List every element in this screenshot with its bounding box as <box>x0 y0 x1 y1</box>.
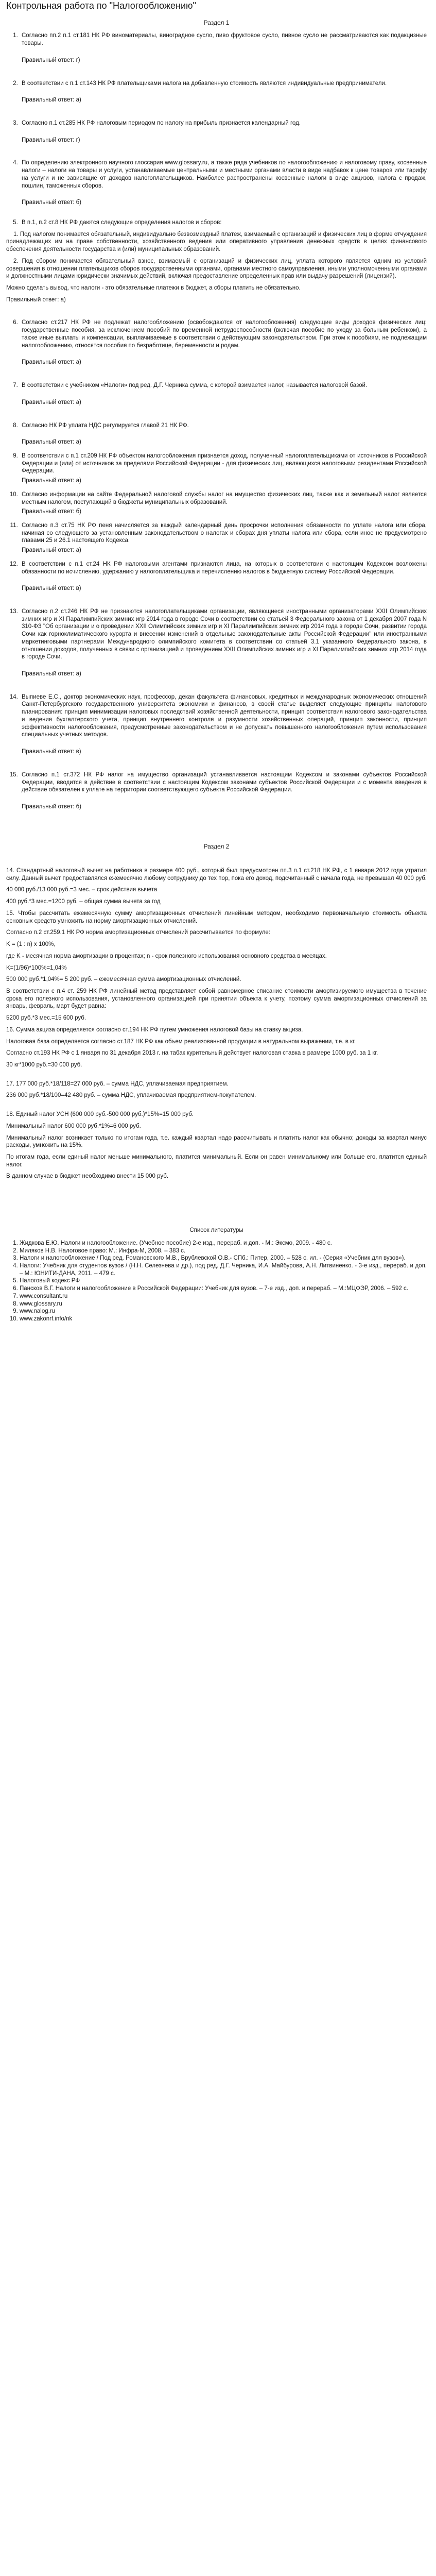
question-item <box>20 159 427 207</box>
question-text: 2. В соответствии с п.1 ст.143 НК РФ плательщиками налога на добавленную стоимость являются индивидуальные предприниматели. <box>22 80 387 87</box>
calculation-line: 40 000 руб./13 000 руб.=3 мес. – срок действия вычета <box>6 887 158 893</box>
document-title: Контрольная работа по "Налогообложению" <box>6 1 196 11</box>
formula-line: K = (1 : n) x 100%, <box>6 941 56 948</box>
references-list <box>6 1240 427 1323</box>
section-1-heading: Раздел 1 <box>203 19 230 27</box>
question-item <box>20 522 427 554</box>
question-item <box>20 319 427 366</box>
reference-link[interactable]: 10. www.zakonrf.info/nk <box>20 1315 427 1323</box>
question-item <box>20 771 427 811</box>
question-item <box>20 32 427 64</box>
question-item <box>20 608 427 678</box>
formula-explanation: где K - месячная норма амортизации в процентах; n - срок полезного использования основного средства в месяцах. <box>6 953 327 959</box>
question-text: 7. В соответствии с учебником «Налоги» под ред. Д.Г. Черника сумма, с которой взимается налог, называется налоговой базой. <box>22 382 368 389</box>
reference-link[interactable]: 7. www.consultant.ru <box>20 1293 427 1300</box>
reference-item: 6. Пансков В.Г. Налоги и налогообложение в Российской Федерации: Учебник для вузов. – 7-е изд., доп. и перераб. – М.:МЦФЭР, 2006. – 592 с. <box>20 1285 427 1293</box>
definition-paragraph: 2. Под сбором понимается обязательный взнос, взимаемый с организаций и физических лиц, уплата которого является одним из условий совершения в отношении плательщиков сборов государственными органами, органами местного самоуправления, иными уполномоченными органами и должностными лицами юридически значимых действий, включая предоставление определенных прав или выдачу разрешений (лицензий). <box>6 258 427 280</box>
answer-text: Правильный ответ: а) <box>22 439 81 446</box>
answer-text: Правильный ответ: б) <box>22 803 82 810</box>
reference-item: 4. Налоги: Учебник для студентов вузов / (Н.Н. Селезнева и др.), под ред. Д.Г. Черника, И.А. Майбурова, А.Н. Литвиненко. - 3-е изд., перераб. и доп. – М.: ЮНИТИ-ДАНА, 2011. – 479 с. <box>20 1262 427 1277</box>
calculation-line: 236 000 руб.*18/100=42 480 руб. – сумма НДС, уплачиваемая предприятием-покупателем. <box>6 1092 256 1099</box>
solution-paragraph: 16. Сумма акциза определяется согласно ст.194 НК РФ путем умножения налоговой базы на ставку акциза. <box>6 1026 303 1033</box>
question-item <box>20 80 427 104</box>
question-text: 15. Согласно п.1 ст.372 НК РФ налог на имущество организаций устанавливается настоящим Кодексом и законами субъектов Российской Федерации, вводится в действие в соответствии с настоящим Кодексом законами субъектов Российской Федерации и с момента введения в действие обязателен к уплате на территории соответствующего субъекта Российской Федерации. <box>22 771 427 793</box>
calculation-line: 30 кг*1000 руб.=30 000 руб. <box>6 1061 82 1068</box>
reference-item: 5. Налоговый кодекс РФ <box>20 1277 427 1285</box>
answer-text: Правильный ответ: а) <box>22 547 81 554</box>
solution-paragraph: 15. Чтобы рассчитать ежемесячную сумму амортизационных отчислений линейным методом, необходимо первоначальную стоимость объекта основных средств умножить на норму амортизационных отчислений. <box>6 910 427 924</box>
section-1-questions <box>6 32 427 810</box>
question-text: 4. По определению электронного научного глоссария www.glossary.ru, а также ряда учебников по налогообложению и налоговому праву, косвенные налоги – налоги на товары и услуги, устанавливаемые центральными и местными органами власти в виде надбавок к цене товаров или тарифу на услуги и не зависящие от доходов налогоплательщиков. Наиболее распространены косвенные налоги в виде акцизов, налога с продаж, пошлин, таможенных сборов. <box>22 160 427 189</box>
calculation-line: Минимальный налог 600 000 руб.*1%=6 000 руб. <box>6 1123 141 1129</box>
solution-paragraph: В соответствии с п.4 ст. 259 НК РФ линейный метод представляет собой равномерное списание стоимости амортизируемого имущества в течение срока его полезного использования, установленного организацией при принятии объекта к учету, поэтому сумма амортизационных отчислений за январь, февраль, март будет равна: <box>6 988 427 1010</box>
calculation-line: 17. 177 000 руб.*18/118=27 000 руб. – сумма НДС, уплачиваемая предприятием. <box>6 1080 229 1087</box>
question-text: 13. Согласно п.2 ст.246 НК РФ не признаются налогоплательщиками организации, являющиеся иностранными организаторами XXII Олимпийских зимних игр и XI Паралимпийских зимних игр 2014 года в городе Сочи в соответствии со статьей 3 Федерального закона от 1 декабря 2007 года N 310-ФЗ "Об организации и о проведении XXII Олимпийских зимних игр и XI Паралимпийских зимних игр 2014 года в городе Сочи, развитии города Сочи как горноклиматического курорта и внесении изменений в отдельные законодательные акты Российской Федерации" или иностранными маркетинговыми партнерами Международного олимпийского комитета в соответствии со статьей 3.1 указанного Федерального закона, в отношении доходов, полученных в связи с организацией и проведением XXII Олимпийских зимних игр и XI Паралимпийских зимних игр 2014 года в городе Сочи. <box>22 608 427 660</box>
question-text: 6. Согласно ст.217 НК РФ не подлежат налогообложению (освобождаются от налогообложения) следующие виды доходов физических лиц: государственные пособия, за исключением пособий по временной нетрудоспособности (включая пособие по уходу за больным ребенком), а также иные выплаты и компенсации, выплачиваемые в соответствии с действующим законодательством. При этом к пособиям, не подлежащим налогообложению, относятся пособия по безработице, беременности и родам. <box>22 319 427 349</box>
conclusion-paragraph: Можно сделать вывод, что налоги - это обязательные платежи в бюджет, а сборы платить не обязательно. <box>6 285 301 292</box>
question-text: 12. В соответствии с п.1 ст.24 НК РФ налоговыми агентами признаются лица, на которых в соответствии с настоящим Кодексом возложены обязанности по исчислению, удержанию у налогоплательщика и перечислению налогов в бюджетную систему Российской Федерации. <box>22 561 427 575</box>
question-text: 9. В соответствии с п.1 ст.209 НК РФ объектом налогообложения признается доход, полученный налогоплательщиками от источников в Российской Федерации и (или) от источников за пределами Российской Федерации - для физических лиц, являющихся налоговыми резидентами Российской Федерации. <box>22 452 427 474</box>
section-2-body <box>6 867 427 1180</box>
solution-paragraph: Минимальный налог возникает только по итогам года, т.е. каждый квартал надо рассчитывать и платить налог как обычно; доходы за квартал минус расходы, умножить на 15%. <box>6 1134 427 1149</box>
solution-paragraph: 14. Стандартный налоговый вычет на работника в размере 400 руб., который был предусмотрен пп.3 п.1 ст.218 НК РФ, с 1 января 2012 года утратил силу. Данный вычет предоставлялся ежемесячно любому сотруднику до тех пор, пока его доход, подсчитанный с начала года, не превышал 40 000 руб. <box>6 868 427 882</box>
answer-text: Правильный ответ: в) <box>22 749 81 755</box>
calculation-line: K=(1/96)*100%=1,04% <box>6 964 67 971</box>
solution-paragraph: Налоговая база определяется согласно ст.187 НК РФ как объем реализованной продукции в натуральном выражении, т.е. в кг. <box>6 1038 356 1045</box>
question-text: 10. Согласно информации на сайте Федеральной налоговой службы налог на имущество физических лиц, также как и земельный налог является местным налогом, поступающий в бюджеты муниципальных образований. <box>22 491 427 505</box>
question-item <box>20 491 427 516</box>
calculation-line: 500 000 руб.*1,04%= 5 200 руб. – ежемесячная сумма амортизационных отчислений. <box>6 976 241 983</box>
answer-text: Правильный ответ: а) <box>22 97 81 104</box>
question-item <box>20 120 427 144</box>
reference-item: 2. Миляков Н.В. Налоговое право: М.: Инфра-М, 2008. – 383 с. <box>20 1247 427 1255</box>
conclusion-paragraph: В данном случае в бюджет необходимо внести 15 000 руб. <box>6 1173 169 1180</box>
reference-item: 1. Жидкова Е.Ю. Налоги и налогообложение. (Учебное пособие) 2-е изд., перераб. и доп. - М.: Эксмо, 2009. - 480 с. <box>20 1240 427 1247</box>
definition-paragraph: 1. Под налогом понимается обязательный, индивидуально безвозмездный платеж, взимаемый с организаций и физических лиц в форме отчуждения принадлежащих им на праве собственности, хозяйственного ведения или оперативного управления денежных средств в целях финансового обеспечения деятельности государства и (или) муниципальных образований. <box>6 231 427 253</box>
answer-text: Правильный ответ: б) <box>22 509 82 515</box>
answer-text: Правильный ответ: а) <box>22 478 81 484</box>
reference-link[interactable]: 9. www.nalog.ru <box>20 1308 427 1315</box>
question-item <box>20 452 427 485</box>
question-item <box>20 382 427 406</box>
references-heading: Список литературы <box>189 1227 243 1234</box>
calculation-line: 5200 руб.*3 мес.=15 600 руб. <box>6 1015 86 1022</box>
calculation-line: 400 руб.*3 мес.=1200 руб. – общая сумма вычета за год <box>6 899 161 905</box>
question-text: 14. Выпиеве Е.С., доктор экономических наук, профессор, декан факультета финансовых, кредитных и международных экономических отношений Санкт-Петербургского государственного университета экономики и финансов, в своей статье выделяет следующие принципы налогового планирования: принцип минимизации налоговых последствий хозяйственной деятельности, принцип соответствия налогового законодательства и ведения бухгалтерского учета, принцип внутреннего контроля и разумности хозяйственных операций, принцип законности, принцип эффективности налогообложения, предусмотренные законодательством и не допускать повышенного налогообложения путем использования специальных учетных методов. <box>22 693 427 738</box>
question-text: 1. Согласно пп.2 п.1 ст.181 НК РФ виноматериалы, виноградное сусло, пиво фруктовое сусло, пивное сусло не рассматриваются как подакцизные товары. <box>22 32 427 47</box>
answer-text: Правильный ответ: в) <box>22 585 81 592</box>
answer-text: Правильный ответ: а) <box>6 296 66 303</box>
question-item <box>20 422 427 446</box>
section-2-heading: Раздел 2 <box>203 842 230 850</box>
question-item <box>20 693 427 756</box>
answer-text: Правильный ответ: а) <box>22 399 81 405</box>
solution-paragraph: По итогам года, если единый налог меньше минимального, платится минимальный. Если он равен минимальному или больше его, платится единый налог. <box>6 1154 427 1168</box>
question-item <box>6 219 427 303</box>
question-text: 11. Согласно п.3 ст.75 НК РФ пеня начисляется за каждый календарный день просрочки исполнения обязанности по уплате налога или сбора, начиная со следующего за установленным законодательством о налогах и сборах дня уплаты налога или сбора, если иное не предусмотрено главами 25 и 26.1 настоящего Кодекса. <box>22 522 427 544</box>
reference-item: 3. Налоги и налогообложение / Под ред. Романовского М.В., Врублевской О.В.- СПб.: Питер, 2000. – 528 с. ил. - (Серия «Учебник для вузов»). <box>20 1255 427 1262</box>
question-text: 3. Согласно п.1 ст.285 НК РФ налоговым периодом по налогу на прибыль признается календарный год. <box>22 120 301 126</box>
answer-text: Правильный ответ: б) <box>22 199 82 206</box>
calculation-line: 18. Единый налог УСН (600 000 руб.-500 000 руб.)*15%=15 000 руб. <box>6 1111 194 1118</box>
answer-text: Правильный ответ: а) <box>22 671 81 677</box>
question-text: 5. В п.1, п.2 ст.8 НК РФ даются следующие определения налогов и сборов: <box>22 219 222 226</box>
solution-paragraph: Согласно п.2 ст.259.1 НК РФ норма амортизационных отчислений рассчитывается по формуле: <box>6 929 270 936</box>
reference-link[interactable]: 8. www.glossary.ru <box>20 1300 427 1308</box>
question-item <box>20 561 427 592</box>
answer-text: Правильный ответ: а) <box>22 359 81 366</box>
answer-text: Правильный ответ: г) <box>22 137 80 143</box>
solution-paragraph: Согласно ст.193 НК РФ с 1 января по 31 декабря 2013 г. на табак курительный действует налоговая ставка в размере 1000 руб. за 1 кг. <box>6 1050 378 1057</box>
question-text: 8. Согласно НК РФ уплата НДС регулируется главой 21 НК РФ. <box>22 422 189 429</box>
answer-text: Правильный ответ: г) <box>22 57 80 63</box>
